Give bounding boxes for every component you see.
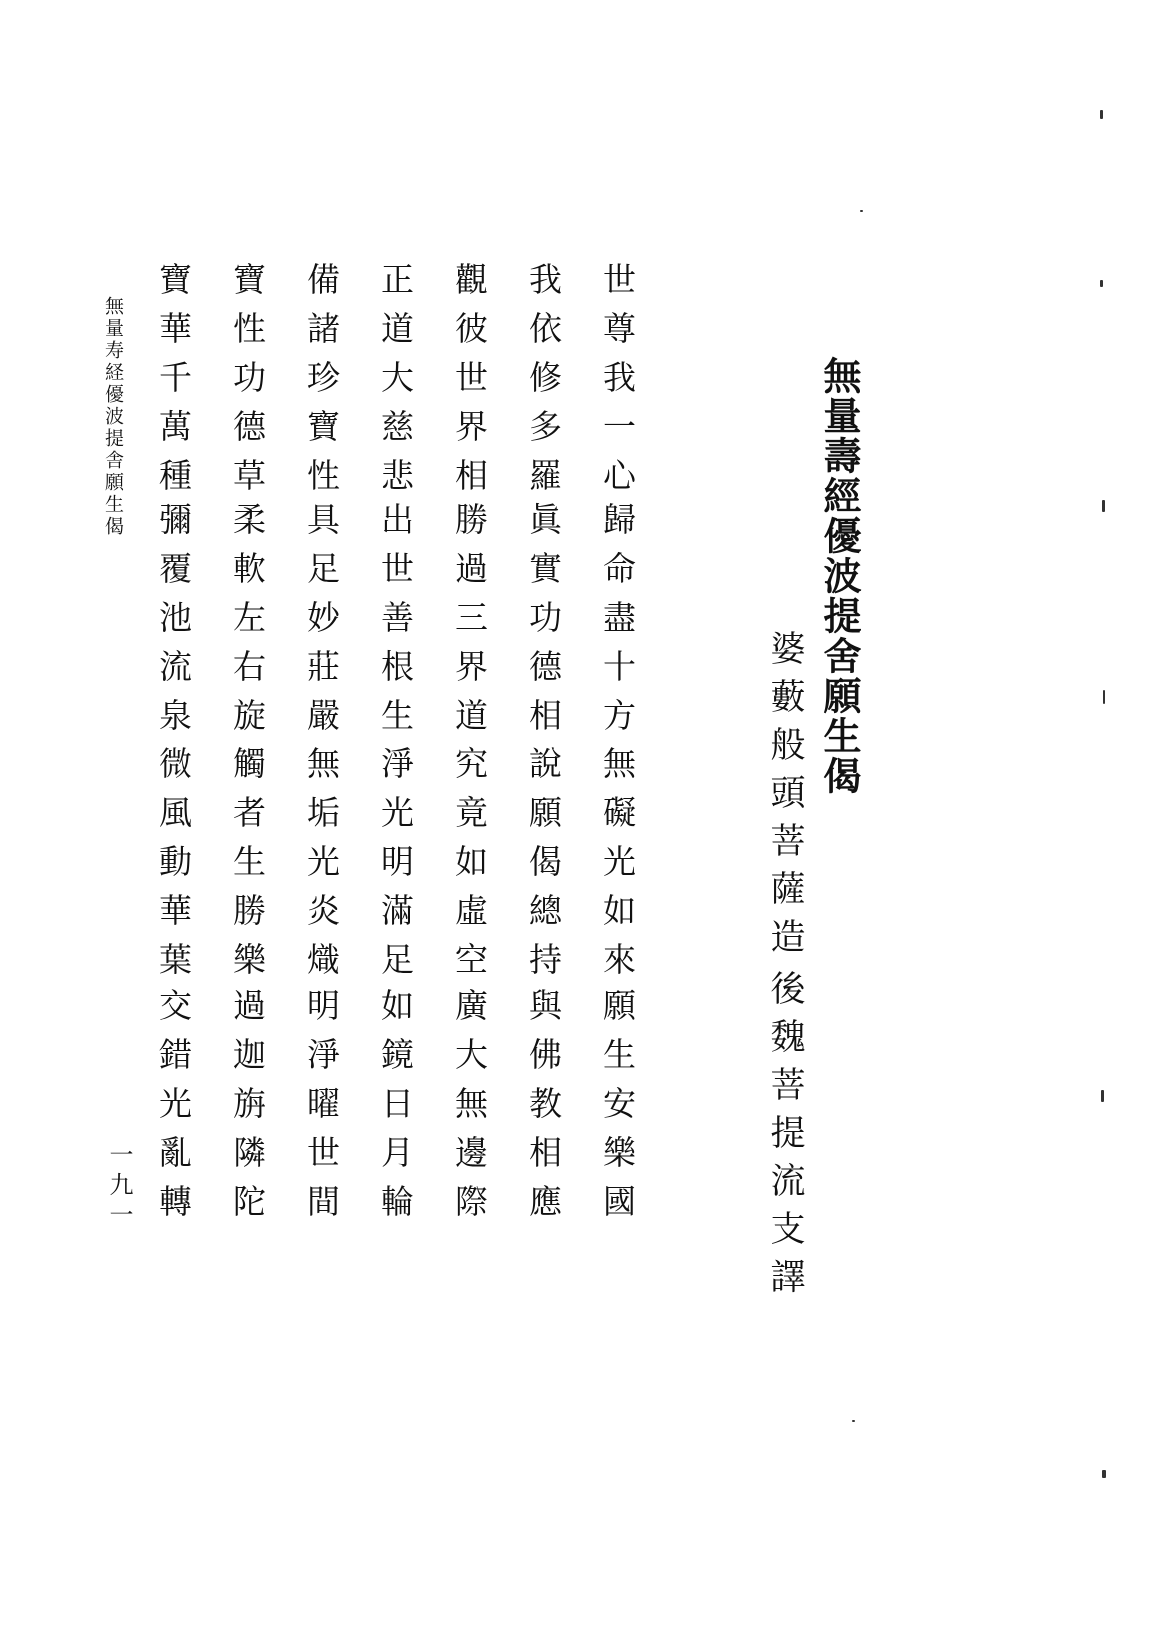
verse-phrase: 寶華千萬種: [154, 262, 193, 507]
running-head: 無量寿経優波提舎願生偈: [102, 296, 124, 538]
scan-speck: [1100, 110, 1103, 119]
verse-phrase: 我依修多羅: [524, 262, 563, 507]
verse-phrase: 正道大慈悲: [376, 262, 415, 507]
verse-phrase: 與佛教相應: [524, 988, 563, 1233]
page-title: 無量壽經優波提舍願生偈: [817, 356, 862, 796]
verse-phrase: 具足妙莊嚴: [302, 502, 341, 747]
verse-phrase: 世尊我一心: [598, 262, 637, 507]
verse-phrase: 明淨曜世間: [302, 988, 341, 1233]
page-number: 一九一: [105, 1142, 133, 1232]
verse-phrase: 究竟如虛空: [450, 746, 489, 991]
verse-phrase: 淨光明滿足: [376, 746, 415, 991]
verse-phrase: 備諸珍寶性: [302, 262, 341, 507]
author-line: 婆藪般頭菩薩造: [765, 630, 805, 966]
scan-speck: [1103, 690, 1105, 704]
translator-line: 後魏菩提流支譯: [765, 970, 805, 1306]
verse-phrase: 過迦旃隣陀: [228, 988, 267, 1233]
scan-speck: [1102, 500, 1105, 512]
verse-phrase: 微風動華葉: [154, 746, 193, 991]
verse-phrase: 如鏡日月輪: [376, 988, 415, 1233]
verse-phrase: 彌覆池流泉: [154, 502, 193, 747]
scan-speck: [860, 210, 863, 212]
scan-speck: [1102, 1470, 1106, 1478]
verse-phrase: 觀彼世界相: [450, 262, 489, 507]
verse-phrase: 寶性功德草: [228, 262, 267, 507]
scan-speck: [1101, 1090, 1104, 1102]
scan-speck: [1100, 280, 1103, 287]
verse-phrase: 廣大無邊際: [450, 988, 489, 1233]
verse-phrase: 說願偈總持: [524, 746, 563, 991]
verse-phrase: 歸命盡十方: [598, 502, 637, 747]
verse-phrase: 勝過三界道: [450, 502, 489, 747]
verse-phrase: 柔軟左右旋: [228, 502, 267, 747]
verse-phrase: 觸者生勝樂: [228, 746, 267, 991]
scan-speck: [852, 1420, 855, 1422]
verse-phrase: 無礙光如來: [598, 746, 637, 991]
verse-phrase: 願生安樂國: [598, 988, 637, 1233]
verse-phrase: 交錯光亂轉: [154, 988, 193, 1233]
verse-phrase: 無垢光炎熾: [302, 746, 341, 991]
verse-phrase: 眞實功德相: [524, 502, 563, 747]
verse-phrase: 出世善根生: [376, 502, 415, 747]
